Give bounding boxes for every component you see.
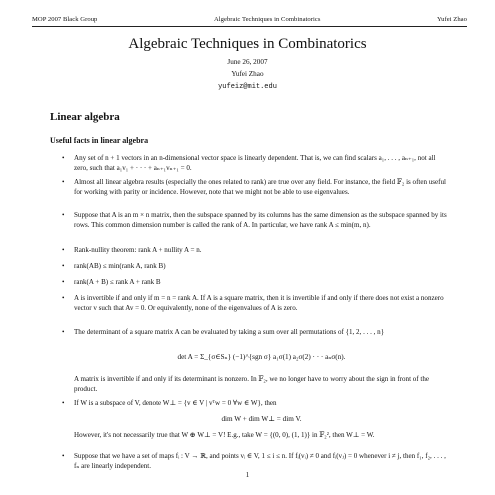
bullet-marker: • (62, 452, 65, 460)
bullet-marker: • (62, 294, 65, 302)
document-author: Yufei Zhao (231, 70, 264, 78)
author-email: yufeiz@mit.edu (218, 83, 277, 91)
bullet-item: rank(AB) ≤ min(rank A, rank B) (74, 262, 166, 270)
paragraph: However, it's not necessarily true that W ⊕ W⊥ = V! E.g., take W = {(0, 0), (1, 1)} in 𝔽₂², then W⊥ = W. (74, 431, 375, 439)
running-header (32, 16, 467, 23)
subsection-heading: Useful facts in linear algebra (50, 136, 149, 145)
header-left: MOP 2007 Black Group (32, 16, 98, 23)
bullet-item: Any set of n + 1 vectors in an n-dimensional vector space is linearly dependent. That is, we can find scalars a₁, . . . , aₙ₊₁, not all zero, such that a₁v₁ + · · · + aₙ₊₁vₙ₊₁ = 0. (74, 154, 436, 173)
section-heading: Linear algebra (50, 111, 120, 123)
bullet-marker: • (62, 262, 65, 270)
page-number: 1 (245, 471, 250, 479)
header-center: Algebraic Techniques in Combinatorics (213, 16, 321, 23)
bullet-item: If W is a subspace of V, denote W⊥ = {v ∈ V | vᵀw = 0 ∀w ∈ W}, then (74, 399, 277, 407)
bullet-marker: • (62, 154, 65, 162)
header-right: Yufei Zhao (437, 16, 467, 23)
bullet-item: Rank-nullity theorem: rank A + nullity A = n. (74, 246, 202, 254)
dimension-formula: dim W + dim W⊥ = dim V. (221, 415, 302, 423)
bullet-marker: • (62, 246, 65, 254)
bullet-marker: • (62, 328, 65, 336)
document-date: June 26, 2007 (227, 58, 268, 66)
determinant-formula: det A = Σ_{σ∈Sₙ} (−1)^{sgn σ} a₁σ(1) a₂σ(2) · · · aₙσ(n). (177, 353, 346, 361)
paragraph: A matrix is invertible if and only if its determinant is nonzero. In 𝔽₂, we no longer have to worry about the sign in front of the product. (74, 375, 430, 394)
bullet-marker: • (62, 211, 65, 219)
bullet-marker: • (62, 399, 65, 407)
bullet-item: rank(A + B) ≤ rank A + rank B (74, 278, 161, 286)
bullet-marker: • (62, 178, 65, 186)
bullet-marker: • (62, 278, 65, 286)
bullet-item: Suppose that A is an m × n matrix, then the subspace spanned by its columns has the same dimension as the subspace spanned by its rows. This common dimension number is called the rank of A. In particular, we have rank A ≤ min(m, n). (74, 211, 447, 230)
bullet-item: A is invertible if and only if m = n = rank A. If A is a square matrix, then it is invertible if and only if there does not exist a nonzero vector v such that Av = 0. Or equivalently, none of the eigenvalues of A is zero. (74, 294, 444, 313)
bullet-item: The determinant of a square matrix A can be evaluated by taking a sum over all permutations of {1, 2, . . . , n} (74, 328, 385, 336)
bullet-item: Suppose that we have a set of maps fᵢ : V → ℝ, and points vᵢ ∈ V, 1 ≤ i ≤ n. If fᵢ(vᵢ) ≠ 0 and fᵢ(vⱼ) = 0 whenever i ≠ j, then f₁, f₂, . . . , fₙ are linearly independent. (74, 452, 446, 471)
header-rule (32, 26, 467, 27)
document-title: Algebraic Techniques in Combinatorics (128, 36, 367, 52)
bullet-item: Almost all linear algebra results (especially the ones related to rank) are true over any field. For instance, the field 𝔽₂ is often useful for working with parity or incidence. However, note that we might not be able to use eigenvalues. (74, 178, 447, 197)
